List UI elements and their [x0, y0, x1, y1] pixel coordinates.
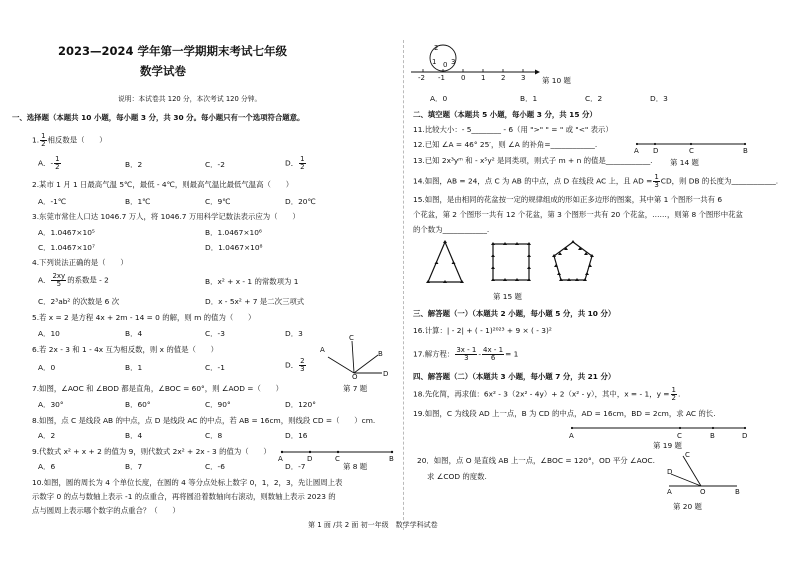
q6-option-a: A．0: [38, 363, 56, 372]
q10-tick-label-0: 0: [461, 74, 466, 82]
q1-option-c: C．-2: [205, 160, 225, 169]
q7-option-d: D．120°: [285, 400, 316, 409]
q8-option-a: A．2: [38, 431, 56, 440]
q3-option-d: D．1.0467×10⁸: [205, 243, 263, 252]
q6-option-c: C．-1: [205, 363, 225, 372]
q14-label-d: D: [653, 147, 659, 155]
question-3: 3.东莞市常住人口达 1046.7 万人，将 1046.7 万用科学记数法表示应为（ ）: [32, 212, 300, 221]
question-10-line-3: 点与圆周上表示哪个数字的点重合？（ ）: [32, 506, 180, 515]
q10-figure: [405, 40, 555, 84]
q14-point-a: [636, 143, 638, 145]
pattern-1-pots: [426, 240, 464, 283]
q10-option-d: D．3: [650, 94, 668, 103]
q7-option-c: C．90°: [205, 400, 231, 409]
pattern-3-pots: [552, 240, 594, 281]
q19-point-d: [744, 427, 746, 429]
q7-label-c: C: [349, 334, 354, 342]
section-3-heading: 三、解答题（一）（本题共 2 小题，每小题 5 分，共 10 分）: [413, 309, 616, 318]
fig14-caption: 第 14 题: [670, 158, 699, 167]
q14-point-c: [690, 143, 692, 145]
section-1-heading: 一、选择题（本题共 10 小题，每小题 3 分，共 30 分。每小题只有一个选项符合题意。: [12, 113, 305, 122]
q19-label-d: D: [742, 432, 748, 440]
q1-option-b: B．2: [125, 160, 143, 169]
q10-circle-label-3: 3: [451, 58, 456, 66]
exam-note: 说明：本试卷共 120 分，本次考试 120 分钟。: [118, 95, 262, 103]
exam-subtitle: 数学试卷: [140, 64, 186, 78]
q10-axis-arrow: [535, 70, 540, 75]
right-column: [405, 0, 794, 562]
q10-tick-label-m1: -1: [438, 74, 445, 82]
question-11: 11.比较大小：- 5________ - 6（用 ">" " = " 或 "<" 表示）: [413, 125, 613, 134]
q9-option-d: D．-7: [285, 462, 306, 471]
question-10-line-2: 示数字 0 的点与数轴上表示 -1 的点重合，再将圆沿着数轴向右滚动，则数轴上表示 2023 的: [32, 492, 336, 501]
q8-label-d: D: [307, 455, 313, 463]
q9-option-b: B．7: [125, 462, 143, 471]
q10-circle-label-0: 0: [443, 61, 448, 69]
column-divider: [403, 40, 404, 530]
q10-option-c: C．2: [585, 94, 603, 103]
q6-option-b: B．1: [125, 363, 143, 372]
q4-option-b: B．x² + x - 1 的常数项为 1: [205, 277, 299, 286]
fig20-caption: 第 20 题: [673, 502, 702, 511]
question-5: 5.若 x = 2 是方程 4x + 2m - 14 = 0 的解，则 m 的值为（ ）: [32, 313, 256, 322]
q9-option-c: C．-6: [205, 462, 225, 471]
q10-tick-label-1: 1: [481, 74, 486, 82]
q5-option-a: A．10: [38, 329, 60, 338]
q10-circle-label-2: 2: [434, 44, 439, 52]
q20-ray-od: [671, 474, 701, 486]
q20-label-a: A: [667, 488, 672, 496]
q20-ray-oc: [683, 456, 701, 486]
q8-point-b: [391, 451, 393, 453]
q10-option-b: B．1: [520, 94, 538, 103]
q8-option-c: C．8: [205, 431, 223, 440]
q4-option-a: A． $\frac{2xy}{5}$ 的系数是 - 2: [38, 272, 109, 288]
q10-option-a: A．0: [430, 94, 448, 103]
q7-ray-b: [354, 355, 378, 373]
q7-label-o: O: [352, 373, 358, 381]
question-14: 14.如图，AB = 24，点 C 为 AB 的中点，点 D 在线段 AC 上，且 AD = $\frac{1}{3}$ CD，则 DB 的长度为____________.: [413, 173, 779, 189]
question-20-line-2: 求 ∠COD 的度数.: [427, 472, 487, 481]
question-15-line-3: 的个数为____________.: [413, 225, 490, 234]
section-4-heading: 四、解答题（二）（本题共 3 小题，每小题 7 分，共 21 分）: [413, 372, 616, 381]
question-9: 9.代数式 x² + x + 2 的值为 9，则代数式 2x² + 2x - 3 的值为（ ）: [32, 447, 271, 456]
question-1: 1. $\frac{1}{2}$ 相反数是（ ）: [32, 132, 107, 148]
question-2: 2.某市 1 月 1 日最高气温 5℃，最低 - 4℃，则最高气温比最低气温高（ ）: [32, 180, 294, 189]
q15-figure: [425, 238, 600, 288]
question-18: 18.先化简，再求值：6x² - 3（2x² - 4y）+ 2（x² - y），其中，x = - 1，y = $\frac{1}{2}$ .: [413, 386, 681, 402]
q2-option-b: B．1℃: [125, 197, 151, 206]
q10-tick-label-m2: -2: [418, 74, 425, 82]
question-17: 17.解方程： $\frac{3x - 1}{3}$ - $\frac{4x - 1}{6}$ = 1: [413, 346, 519, 362]
page-footer: 第 1 面 /共 2 面 初一年级 数学学科试卷: [308, 521, 438, 529]
q7-option-b: B．60°: [125, 400, 151, 409]
q6-option-d: D． $\frac{2}{3}$: [285, 357, 305, 373]
fig7-caption: 第 7 题: [343, 384, 368, 393]
pattern-1-triangle: [428, 242, 462, 282]
fig15-caption: 第 15 题: [493, 292, 522, 301]
question-6: 6.若 2x - 3 和 1 - 4x 互为相反数，则 x 的值是（ ）: [32, 345, 219, 354]
q7-option-a: A．30°: [38, 400, 64, 409]
q19-label-c: C: [677, 432, 682, 440]
q5-option-b: B．4: [125, 329, 143, 338]
pattern-2-square: [493, 244, 529, 280]
question-8: 8.如图，点 C 是线段 AB 的中点，点 D 是线段 AC 的中点，若 AB = 16cm，则线段 CD =（ ）cm.: [32, 416, 376, 425]
q7-ray-c: [352, 341, 354, 373]
q3-option-b: B．1.0467×10⁶: [205, 228, 262, 237]
q14-point-b: [744, 143, 746, 145]
q14-label-c: C: [689, 147, 694, 155]
question-16: 16.计算：| - 2| + ( - 1)²⁰²³ + 9 × ( - 3)²: [413, 326, 552, 335]
q19-point-b: [712, 427, 714, 429]
q8-point-c: [337, 451, 339, 453]
q14-label-a: A: [634, 147, 639, 155]
q8-option-b: B．4: [125, 431, 143, 440]
q2-option-d: D．20℃: [285, 197, 316, 206]
q20-figure: [663, 452, 743, 492]
q19-figure: [570, 425, 750, 431]
q10-tick-label-3: 3: [521, 74, 526, 82]
question-12: 12.已知 ∠A = 46° 25′，则 ∠A 的补角=____________.: [413, 140, 598, 149]
q10-circle-label-1: 1: [432, 58, 437, 66]
question-4: 4.下列说法正确的是（ ）: [32, 258, 128, 267]
q7-label-d: D: [383, 370, 389, 378]
q7-ray-a: [328, 357, 354, 373]
q8-label-a: A: [278, 455, 283, 463]
q14-label-b: B: [743, 147, 748, 155]
q19-point-a: [571, 427, 573, 429]
section-2-heading: 二、填空题（本题共 5 小题，每小题 3 分，共 15 分）: [413, 110, 597, 119]
question-7: 7.如图，∠AOC 和 ∠BOD 都是直角，∠BOC = 60°，则 ∠AOD =（ ）: [32, 384, 284, 393]
question-20-line-1: 20．如图，点 O 是直线 AB 上一点，∠BOC = 120°，OD 平分 ∠AOC.: [417, 456, 655, 465]
fig19-caption: 第 19 题: [653, 441, 682, 450]
question-13: 13.已知 2x³yᵐ 和 - x⁵y² 是同类项，则式子 m + n 的值是____________.: [413, 156, 653, 165]
q4-option-c: C．2³ab² 的次数是 6 次: [38, 297, 120, 306]
q9-option-a: A．6: [38, 462, 56, 471]
q19-label-b: B: [710, 432, 715, 440]
q5-option-c: C．-3: [205, 329, 225, 338]
q19-point-c: [679, 427, 681, 429]
q1-option-d: D． $\frac{1}{2}$: [285, 155, 305, 171]
pattern-2-pots: [491, 242, 531, 281]
q3-option-c: C．1.0467×10⁷: [38, 243, 95, 252]
q8-label-b: B: [389, 455, 394, 463]
q8-point-a: [281, 451, 283, 453]
q20-label-d: D: [667, 468, 673, 476]
q2-option-a: A．-1℃: [38, 197, 67, 206]
question-19: 19.如图，C 为线段 AD 上一点，B 为 CD 的中点，AD = 16cm，BD = 2cm，求 AC 的长.: [413, 409, 716, 418]
q7-label-a: A: [320, 346, 325, 354]
q8-label-c: C: [335, 455, 340, 463]
question-10-line-1: 10.如图，圆的周长为 4 个单位长度，在圆的 4 等分点处标上数字 0，1，2，3，先让圆周上表: [32, 478, 343, 487]
q8-option-d: D．16: [285, 431, 308, 440]
q4-option-d: D．x - 5x² + 7 是二次三项式: [205, 297, 305, 306]
q20-label-c: C: [685, 451, 690, 459]
q5-option-d: D．3: [285, 329, 303, 338]
fig8-caption: 第 8 题: [343, 462, 368, 471]
question-15-line-2: 个花盆，第 2 个图形一共有 12 个花盆，第 3 个图形一共有 20 个花盆，……，则第 8 个图形中花盆: [413, 210, 743, 219]
q7-label-b: B: [378, 350, 383, 358]
q3-option-a: A．1.0467×10⁵: [38, 228, 95, 237]
q20-label-b: B: [735, 488, 740, 496]
q10-tick-label-2: 2: [501, 74, 506, 82]
exam-title: 2023—2024 学年第一学期期末考试七年级: [58, 44, 288, 58]
q8-point-d: [309, 451, 311, 453]
q14-point-d: [654, 143, 656, 145]
q20-label-o: O: [700, 488, 706, 496]
q1-option-a: A．- $\frac{1}{2}$: [38, 155, 60, 171]
q2-option-c: C．9℃: [205, 197, 231, 206]
q19-label-a: A: [569, 432, 574, 440]
question-15-line-1: 15.如图，是由相同的花盆按一定的规律组成的形如正多边形的图案，其中第 1 个图形一共有 6: [413, 195, 723, 204]
fig10-caption: 第 10 题: [542, 76, 571, 85]
